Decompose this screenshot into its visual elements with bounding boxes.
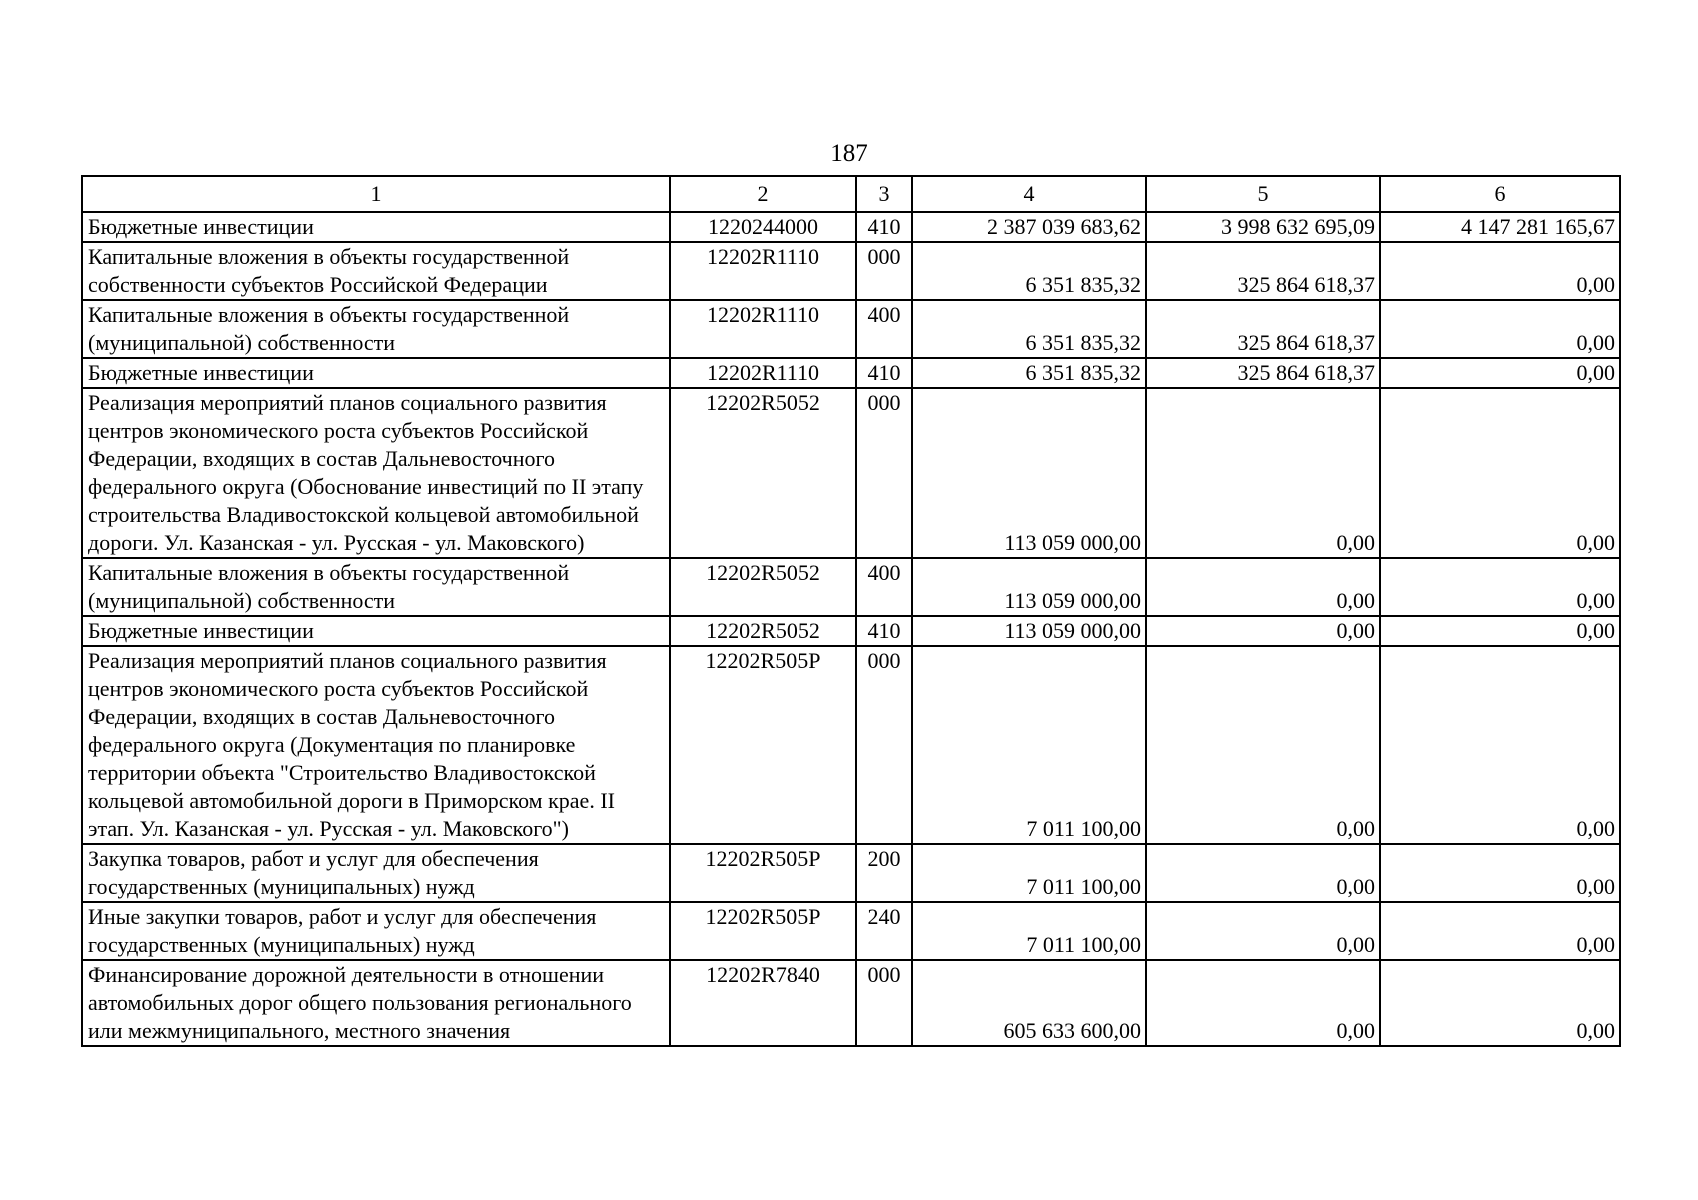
table-row [82,844,1620,902]
row-value-col5: 0,00 [1146,646,1380,844]
row-value-col6: 0,00 [1380,358,1620,388]
row-name: Реализация мероприятий планов социального развития центров экономического роста субъектов Российской Федерации, входящих в состав Дальневосточного федерального округа (Обоснование инвестиций по II этапу строительства Владивостокской кольцевой автомобильной дороги. Ул. Казанская - ул. Русская - ул. Маковского) [82,388,670,558]
row-code: 12202R505P [670,902,856,960]
row-code: 12202R5052 [670,616,856,646]
row-type: 400 [856,558,912,616]
row-name: Капитальные вложения в объекты государственной (муниципальной) собственности [82,558,670,616]
header-cell-4: 4 [912,176,1146,212]
row-type: 000 [856,646,912,844]
row-code: 12202R505P [670,646,856,844]
row-value-col5: 0,00 [1146,844,1380,902]
row-code: 12202R1110 [670,300,856,358]
row-name: Бюджетные инвестиции [82,212,670,242]
row-code: 12202R7840 [670,960,856,1046]
row-value-col5: 3 998 632 695,09 [1146,212,1380,242]
table-row [82,358,1620,388]
row-name: Капитальные вложения в объекты государственной (муниципальной) собственности [82,300,670,358]
row-value-col5: 325 864 618,37 [1146,358,1380,388]
row-name: Иные закупки товаров, работ и услуг для обеспечения государственных (муниципальных) нужд [82,902,670,960]
row-value-col5: 0,00 [1146,388,1380,558]
row-value-col4: 113 059 000,00 [912,616,1146,646]
table-header-row [82,176,1620,212]
row-value-col4: 6 351 835,32 [912,242,1146,300]
row-name: Финансирование дорожной деятельности в отношении автомобильных дорог общего пользования регионального или межмуниципального, местного значения [82,960,670,1046]
row-type: 410 [856,358,912,388]
row-value-col5: 0,00 [1146,902,1380,960]
row-value-col5: 0,00 [1146,960,1380,1046]
row-value-col6: 0,00 [1380,616,1620,646]
row-type: 410 [856,212,912,242]
row-name: Бюджетные инвестиции [82,358,670,388]
row-value-col4: 113 059 000,00 [912,558,1146,616]
row-code: 12202R5052 [670,388,856,558]
header-cell-6: 6 [1380,176,1620,212]
row-value-col4: 2 387 039 683,62 [912,212,1146,242]
row-value-col4: 7 011 100,00 [912,646,1146,844]
row-type: 000 [856,242,912,300]
row-code: 12202R5052 [670,558,856,616]
table-row [82,212,1620,242]
row-value-col6: 0,00 [1380,844,1620,902]
row-name: Закупка товаров, работ и услуг для обеспечения государственных (муниципальных) нужд [82,844,670,902]
row-type: 240 [856,902,912,960]
table-row [82,646,1620,844]
table-row [82,242,1620,300]
table-row [82,616,1620,646]
table-row [82,388,1620,558]
row-name: Бюджетные инвестиции [82,616,670,646]
row-value-col5: 0,00 [1146,558,1380,616]
header-cell-3: 3 [856,176,912,212]
row-code: 12202R505P [670,844,856,902]
row-value-col4: 6 351 835,32 [912,300,1146,358]
row-value-col6: 0,00 [1380,902,1620,960]
table-row [82,300,1620,358]
row-value-col4: 6 351 835,32 [912,358,1146,388]
row-name: Капитальные вложения в объекты государственной собственности субъектов Российской Федерации [82,242,670,300]
row-value-col5: 0,00 [1146,616,1380,646]
row-code: 12202R1110 [670,242,856,300]
row-value-col4: 7 011 100,00 [912,844,1146,902]
table-row [82,960,1620,1046]
row-value-col6: 4 147 281 165,67 [1380,212,1620,242]
row-code: 12202R1110 [670,358,856,388]
row-value-col6: 0,00 [1380,646,1620,844]
row-value-col5: 325 864 618,37 [1146,242,1380,300]
row-value-col6: 0,00 [1380,242,1620,300]
table-row [82,902,1620,960]
row-value-col6: 0,00 [1380,388,1620,558]
row-value-col4: 7 011 100,00 [912,902,1146,960]
row-value-col5: 325 864 618,37 [1146,300,1380,358]
row-name: Реализация мероприятий планов социального развития центров экономического роста субъектов Российской Федерации, входящих в состав Дальневосточного федерального округа (Документация по планировке территории объекта "Строительство Владивостокской кольцевой автомобильной дороги в Приморском крае. II этап. Ул. Казанская - ул. Русская - ул. Маковского") [82,646,670,844]
row-type: 410 [856,616,912,646]
row-type: 400 [856,300,912,358]
header-cell-5: 5 [1146,176,1380,212]
header-cell-2: 2 [670,176,856,212]
row-value-col6: 0,00 [1380,300,1620,358]
row-type: 200 [856,844,912,902]
row-code: 1220244000 [670,212,856,242]
header-cell-1: 1 [82,176,670,212]
row-value-col6: 0,00 [1380,558,1620,616]
row-value-col6: 0,00 [1380,960,1620,1046]
row-type: 000 [856,388,912,558]
page-number: 187 [830,140,868,167]
row-value-col4: 113 059 000,00 [912,388,1146,558]
row-value-col4: 605 633 600,00 [912,960,1146,1046]
budget-table [81,175,1621,1047]
row-type: 000 [856,960,912,1046]
table-row [82,558,1620,616]
